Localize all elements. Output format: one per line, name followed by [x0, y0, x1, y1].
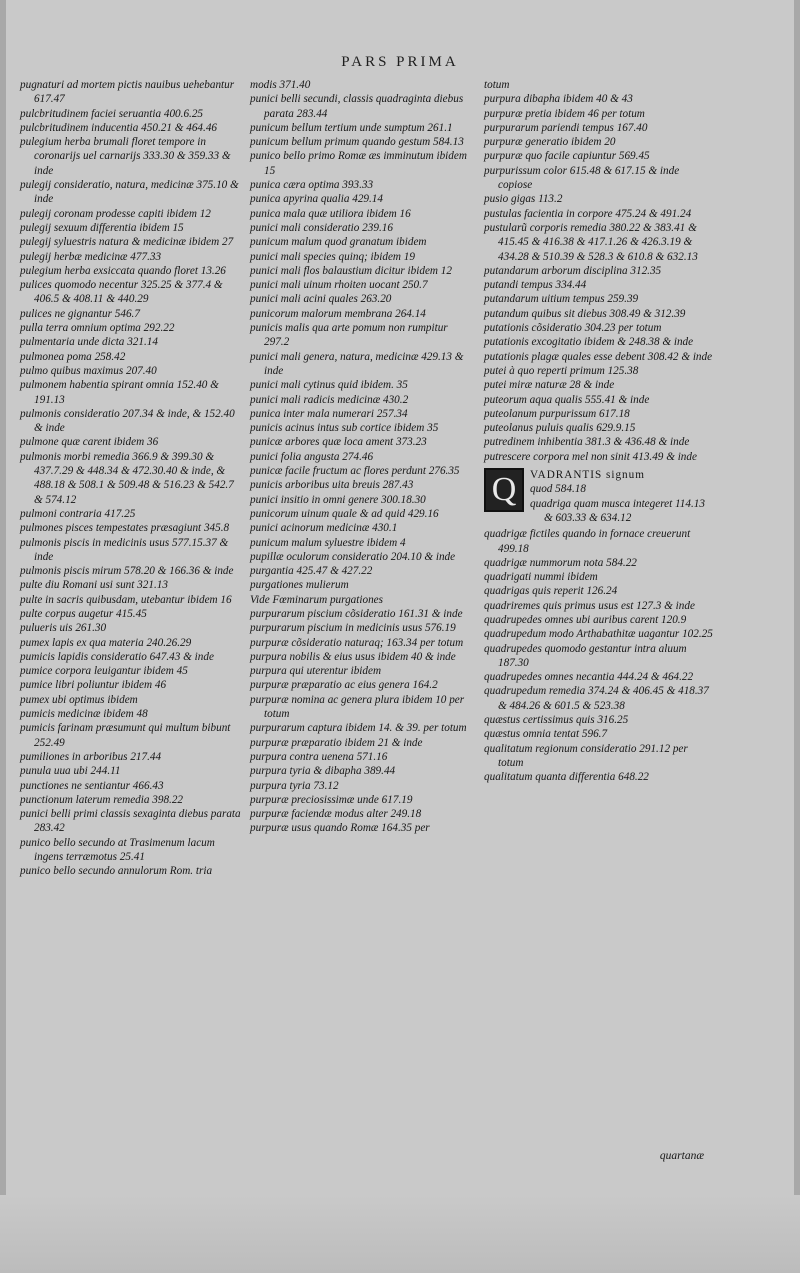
index-entry: pulmoni contraria 417.25	[20, 507, 136, 520]
index-entry: putei à quo reperti primum 125.38	[484, 364, 639, 377]
index-entry: pulegij syluestris natura & medicinæ ibidem 27	[20, 236, 234, 249]
index-entry: purpurissum color 615.48 & 617.15 & inde copiose	[484, 164, 680, 192]
index-entry: purgationes mulierum	[250, 579, 349, 592]
index-entry: pulices ne gignantur 546.7	[20, 307, 140, 320]
index-entry: punici mali genera, natura, medicinæ 429.13 & inde	[250, 350, 464, 377]
index-entry: purpura contra uenena 571.16	[250, 750, 388, 763]
index-entry: purpura tyria & dibapha 389.44	[250, 765, 396, 778]
index-entry: pulte corpus augetur 415.45	[20, 607, 147, 620]
index-entry: pulmentaria unde dicta 321.14	[20, 336, 158, 349]
index-entry: pulegij sexuum differentia ibidem 15	[20, 221, 184, 234]
index-entry: pulmonis consideratio 207.34 & inde, & 152.40 & inde	[20, 407, 235, 435]
index-entry: qualitatum quanta differentia 648.22	[484, 771, 649, 784]
index-entry: punicum malum quod granatum ibidem	[250, 236, 427, 249]
index-entry: putationis excogitatio ibidem & 248.38 & inde	[484, 336, 694, 349]
index-entry: putrescere corpora mel non sinit 413.49 & inde	[484, 450, 697, 463]
index-entry: punctionum laterum remedia 398.22	[20, 793, 184, 806]
index-entry: punici acinorum medicinæ 430.1	[250, 522, 398, 535]
page-header: PARS PRIMA	[341, 54, 459, 70]
index-entry: pulla terra omnium optima 292.22	[20, 322, 175, 335]
index-entry: pusio gigas 113.2	[484, 193, 563, 206]
index-entry: punici belli secundi, classis quadraginta diebus parata 283.44	[250, 93, 464, 120]
index-entry: putandarum arborum disciplina 312.35	[484, 264, 662, 277]
index-entry: purpuræ faciendæ modus alter 249.18	[250, 808, 422, 821]
index-entry: quadrigæ nummorum nota 584.22	[484, 556, 637, 569]
index-entry: purpuræ preciosissimæ unde 617.19	[250, 793, 413, 806]
index-entry: quadrupedum modo Arthabathitæ uagantur 102.25	[484, 628, 713, 641]
index-entry: putationis plagæ quales esse debent 308.42 & inde	[484, 350, 713, 363]
index-column-3	[484, 78, 714, 785]
index-entry: puteorum aqua qualis 555.41 & inde	[484, 393, 650, 406]
index-entry: punicum bellum primum quando gestum 584.13	[250, 136, 464, 149]
index-entry: pustulas facientia in corpore 475.24 & 491.24	[484, 207, 692, 220]
index-entry: quadrupedes omnes ubi auribus carent 120.9	[484, 613, 687, 626]
index-entry: pumicis medicinæ ibidem 48	[20, 708, 148, 721]
index-entry: quadrupedum remedia 374.24 & 406.45 & 418.37 & 484.26 & 601.5 & 523.38	[484, 685, 709, 712]
index-entry: purpura dibapha ibidem 40 & 43	[484, 93, 633, 106]
index-entry: punica apyrina qualia 429.14	[250, 193, 383, 206]
index-entry: quod 584.18	[530, 483, 586, 496]
index-entry: pumicis farinam præsumunt qui multum bibunt 252.49	[20, 722, 231, 749]
index-entry: pulegij coronam prodesse capiti ibidem 12	[20, 207, 211, 220]
index-entry: putandarum uitium tempus 259.39	[484, 293, 639, 306]
index-entry: pulmones pisces tempestates præsagiunt 345.8	[20, 522, 230, 535]
index-column-2	[250, 78, 472, 836]
index-entry: purpuræ generatio ibidem 20	[484, 136, 616, 149]
index-entry: pumice libri poliuntur ibidem 46	[20, 679, 167, 692]
index-entry: pumex lapis ex qua materia 240.26.29	[20, 636, 192, 649]
index-entry: punica cæra optima 393.33	[250, 179, 374, 192]
index-entry: pupillæ oculorum consideratio 204.10 & inde	[250, 550, 456, 563]
index-entry: punicis acinus intus sub cortice ibidem 35	[250, 422, 439, 435]
index-entry: pumice corpora leuigantur ibidem 45	[20, 665, 188, 678]
index-entry: purpuræ pretia ibidem 46 per totum	[484, 107, 645, 120]
index-entry: totum	[484, 79, 510, 91]
index-entry: punica inter mala numerari 257.34	[250, 407, 408, 420]
decorated-initial-q: Q	[484, 468, 524, 512]
index-entry: quadrigæ fictiles quando in fornace creuerunt 499.18	[484, 528, 691, 555]
index-entry: pumicis lapidis consideratio 647.43 & inde	[20, 650, 214, 663]
index-entry: punicis arboribus uita breuis 287.43	[250, 479, 414, 492]
index-entry: pulte in sacris quibusdam, utebantur ibidem 16	[20, 593, 232, 606]
index-entry: punicorum malorum membrana 264.14	[250, 307, 426, 320]
index-entry: pulegij consideratio, natura, medicinæ 375.10 & inde	[20, 179, 239, 206]
index-entry: pumex ubi optimus ibidem	[20, 693, 138, 706]
page-bottom-margin	[0, 1195, 800, 1273]
index-entry: punici mali consideratio 239.16	[250, 221, 393, 234]
index-entry: pulmone quæ carent ibidem 36	[20, 436, 159, 449]
index-entry: punicum bellum tertium unde sumptum 261.1	[250, 121, 453, 134]
index-entry: purpuræ præparatio ac eius genera 164.2	[250, 679, 438, 692]
index-entry: putredinem inhibentia 381.3 & 436.48 & inde	[484, 436, 690, 449]
index-entry: pulmonis piscis in medicinis usus 577.15.37 & inde	[20, 536, 229, 563]
index-entry: pulmonem habentia spirant omnia 152.40 & 191.13	[20, 379, 219, 406]
index-entry: punici mali cytinus quid ibidem. 35	[250, 379, 408, 392]
index-entry: punctiones ne sentiantur 466.43	[20, 779, 164, 792]
index-entry: purpurarum captura ibidem 14. & 39. per totum	[250, 722, 467, 735]
index-entry: punici mali radicis medicinæ 430.2	[250, 393, 409, 406]
index-entry: pulte diu Romani usi sunt 321.13	[20, 579, 168, 592]
index-entry: punicorum uinum quale & ad quid 429.16	[250, 507, 439, 520]
index-entry: pulegium herba exsiccata quando floret 13.26	[20, 264, 226, 277]
index-entry: purpura qui uterentur ibidem	[250, 665, 382, 678]
index-entry: pumiliones in arboribus 217.44	[20, 750, 162, 763]
index-entry: pulegium herba brumali floret tempore in coronarijs uel carnarijs 333.30 & 359.33 & inde	[20, 136, 231, 177]
index-entry: punici mali uinum rhoiten uocant 250.7	[250, 279, 428, 292]
index-entry: punico bello primo Romæ æs imminutum ibidem 15	[250, 150, 467, 177]
section-heading-text: VADRANTIS signum	[530, 469, 645, 482]
index-entry: punici insitio in omni genere 300.18.30	[250, 493, 426, 506]
index-entry: putandi tempus 334.44	[484, 279, 587, 292]
index-entry: punici belli primi classis sexaginta diebus parata 283.42	[20, 808, 241, 835]
index-entry: putei miræ naturæ 28 & inde	[484, 379, 615, 392]
index-entry: punico bello secundo annulorum Rom. tria	[20, 865, 213, 878]
index-entry: punici mali flos balaustium dicitur ibidem 12	[250, 264, 452, 277]
index-entry: purpuræ cõsideratio naturaq; 163.34 per totum	[250, 636, 464, 649]
index-entry: punicum malum syluestre ibidem 4	[250, 536, 406, 549]
index-entry: purpurarum pariendi tempus 167.40	[484, 121, 648, 134]
index-entry: quæstus omnia tentat 596.7	[484, 728, 608, 741]
index-entry: purgantia 425.47 & 427.22	[250, 565, 373, 578]
index-entry: pulcbritudinem faciei seruantia 400.6.25	[20, 107, 204, 120]
index-column-1	[20, 78, 242, 879]
index-entry: punici folia angusta 274.46	[250, 450, 374, 463]
index-entry: purpurarum piscium in medicinis usus 576.19	[250, 622, 456, 635]
index-entry: putationis cõsideratio 304.23 per totum	[484, 322, 662, 335]
index-entry: purpuræ nomina ac genera plura ibidem 10 per totum	[250, 693, 465, 721]
index-entry: pustularũ corporis remedia 380.22 & 383.41 & 415.45 & 416.38 & 417.1.26 & 426.3.19 & 434.28 & 510.39 & 528.3 & 610.8 & 632.13	[484, 221, 698, 263]
index-entry: quadrigati nummi ibidem	[484, 571, 598, 584]
index-entry: punicæ arbores quæ loca ament 373.23	[250, 436, 427, 449]
index-entry: punica mala quæ utiliora ibidem 16	[250, 207, 411, 220]
index-entry: purpurarum piscium cõsideratio 161.31 & inde	[250, 607, 463, 620]
catchword: quartanæ	[659, 1150, 704, 1162]
index-entry: quadriga quam musca integeret 114.13 & 603.33 & 634.12	[530, 497, 705, 524]
index-entry: quadriremes quis primus usus est 127.3 & inde	[484, 599, 695, 612]
index-entry: puteolanus puluis qualis 629.9.15	[484, 422, 636, 435]
index-entry: pulueris uis 261.30	[20, 622, 107, 635]
index-entry: purpuræ usus quando Romæ 164.35 per	[250, 822, 430, 835]
index-entry: purpura tyria 73.12	[250, 779, 339, 792]
index-entry: quæstus certissimus quis 316.25	[484, 714, 629, 727]
index-entry: punula uua ubi 244.11	[20, 765, 121, 778]
index-entry: putandum quibus sit diebus 308.49 & 312.39	[484, 307, 686, 320]
index-entry: pugnaturi ad mortem pictis nauibus uehebantur 617.47	[20, 79, 235, 106]
index-entry: quadrigas quis reperit 126.24	[484, 585, 618, 598]
index-entry: purpura nobilis & eius usus ibidem 40 & inde	[250, 650, 456, 663]
index-entry: punici mali acini quales 263.20	[250, 293, 392, 306]
index-entry: qualitatum regionum consideratio 291.12 per totum	[484, 742, 688, 769]
index-entry: modis 371.40	[250, 79, 311, 91]
index-entry: quadrupedes omnes necantia 444.24 & 464.22	[484, 671, 694, 684]
index-entry: pulmonea poma 258.42	[20, 350, 126, 363]
index-entry: pulmo quibus maximus 207.40	[20, 364, 157, 377]
index-entry: punici mali species quinq; ibidem 19	[250, 250, 415, 263]
index-entry: pulices quomodo necentur 325.25 & 377.4 & 406.5 & 408.11 & 440.29	[20, 279, 223, 306]
index-entry: Vide Fœminarum purgationes	[250, 593, 383, 606]
index-entry: punicæ facile fructum ac flores perdunt 276.35	[250, 465, 460, 478]
index-entry: pulcbritudinem inducentia 450.21 & 464.46	[20, 121, 218, 134]
index-entry: pulegij herbæ medicinæ 477.33	[20, 250, 162, 263]
index-entry: punico bello secundo at Trasimenum lacum ingens terræmotus 25.41	[20, 836, 215, 864]
index-entry: purpuræ quo facile capiuntur 569.45	[484, 150, 650, 163]
index-entry: pulmonis piscis mirum 578.20 & 166.36 & inde	[20, 565, 234, 578]
index-entry: punicis malis qua arte pomum non rumpitur 297.2	[250, 322, 448, 349]
index-entry: purpuræ præparatio ibidem 21 & inde	[250, 736, 423, 749]
index-entry: quadrupedes quomodo gestantur intra aluum 187.30	[484, 642, 687, 669]
index-entry: puteolanum purpurissum 617.18	[484, 407, 630, 420]
section-q-heading	[484, 468, 714, 525]
index-entry: pulmonis morbi remedia 366.9 & 399.30 & 437.7.29 & 448.34 & 472.30.40 & inde, & 488.18 & 508.1 & 509.48 & 516.23 & 542.7 & 574.12	[20, 450, 234, 506]
